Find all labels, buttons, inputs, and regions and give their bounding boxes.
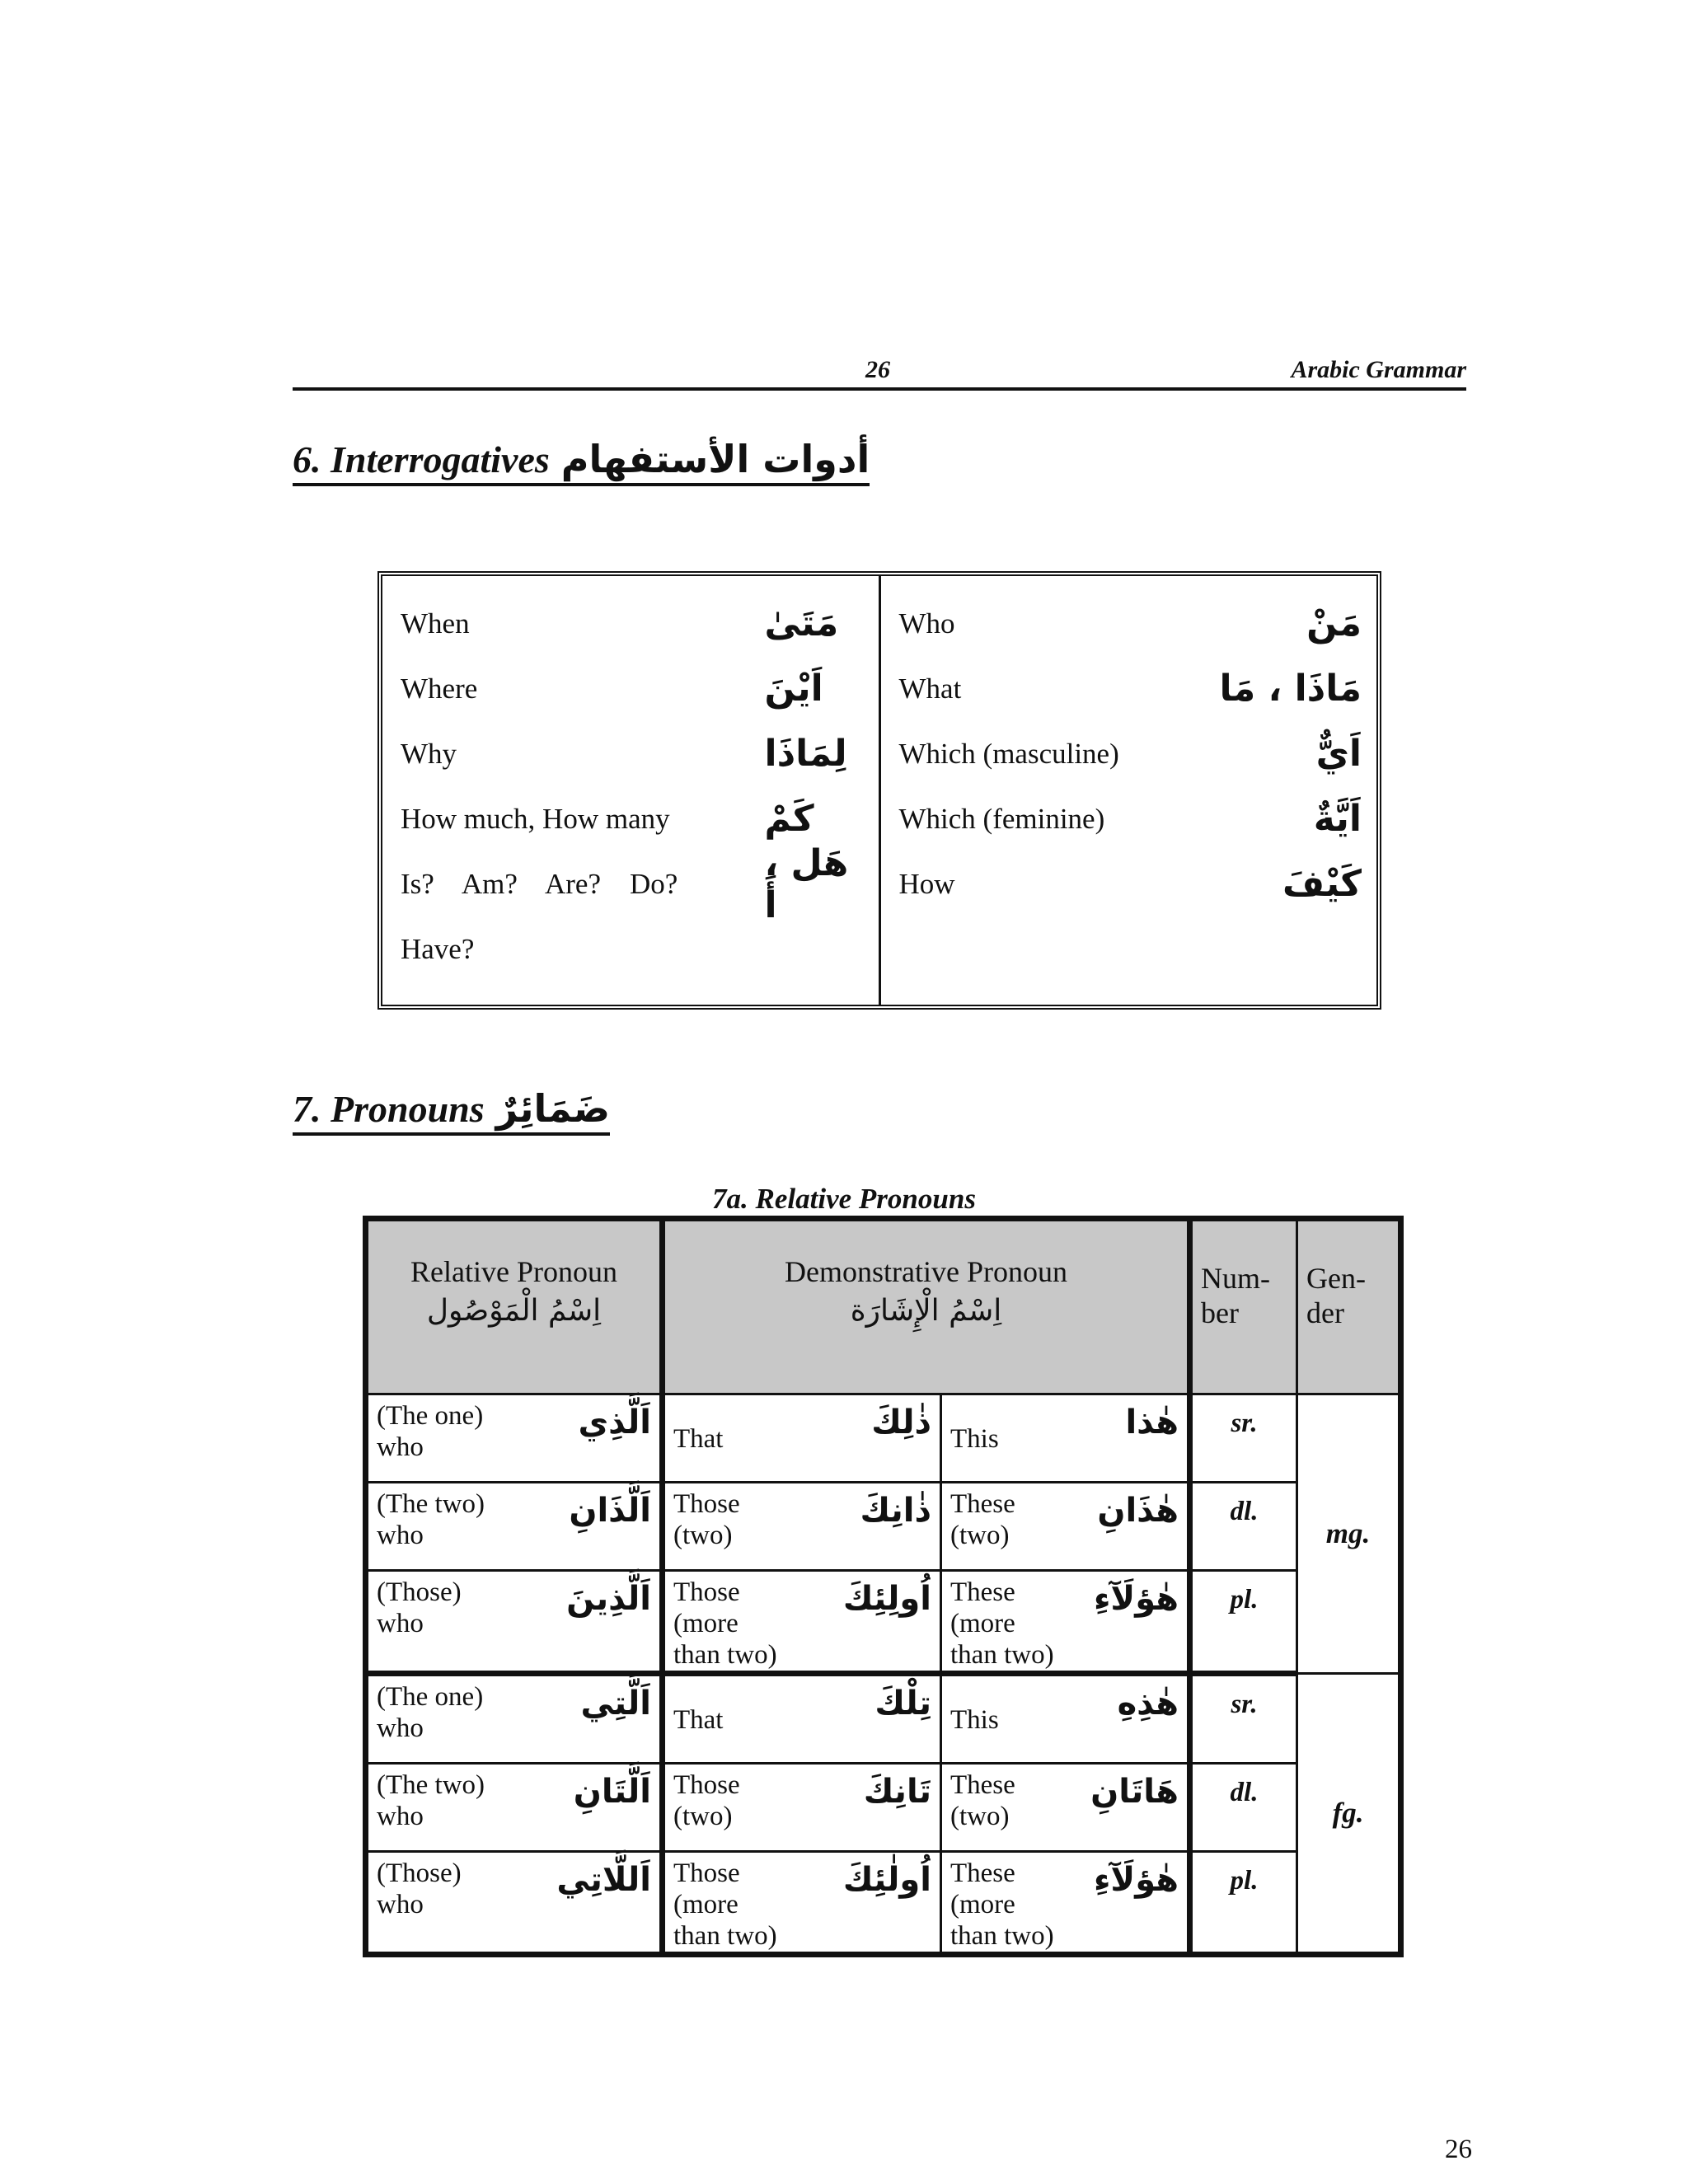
- running-header: [293, 354, 1466, 391]
- header-demonstrative-pronoun: [663, 1219, 1190, 1394]
- that-pronoun-cell: [663, 1571, 941, 1674]
- relative-pronoun-cell-english: (The one) who: [377, 1401, 484, 1462]
- that-pronoun-cell: [663, 1764, 941, 1852]
- header-gender: Gen- der: [1297, 1219, 1401, 1394]
- number-cell: dl.: [1190, 1483, 1297, 1571]
- table-row: [366, 1394, 1401, 1483]
- this-pronoun-cell: [941, 1674, 1190, 1764]
- section-7-title-arabic: ضَمَائِرٌ: [495, 1086, 611, 1131]
- this-pronoun-cell: [941, 1764, 1190, 1852]
- that-pronoun-cell: [663, 1852, 941, 1955]
- interrogative-row: [899, 721, 1362, 786]
- relative-pronoun-cell: [366, 1394, 663, 1483]
- table-row: [366, 1764, 1401, 1852]
- this-pronoun-cell-arabic: هَاتَانِ: [1090, 1773, 1179, 1811]
- that-pronoun-cell: [663, 1674, 941, 1764]
- that-pronoun-cell-arabic: اُولِئِكَ: [842, 1580, 931, 1618]
- that-pronoun-cell-english: That: [673, 1424, 724, 1454]
- relative-pronoun-cell: [366, 1764, 663, 1852]
- interrogative-arabic: اَيَّةٌ: [1313, 798, 1362, 840]
- this-pronoun-cell-arabic: هٰذِهِ: [1117, 1685, 1179, 1722]
- relative-pronoun-cell-arabic: اَلَّذَانِ: [569, 1492, 651, 1530]
- this-pronoun-cell-arabic: هٰذَانِ: [1097, 1492, 1179, 1530]
- interrogative-english: Which (masculine): [898, 737, 1119, 770]
- gender-cell: mg.: [1297, 1394, 1401, 1674]
- header-demonstrative-arabic: اِسْمُ الْإِشَارَة: [850, 1294, 1002, 1328]
- this-pronoun-cell-arabic: هٰؤلَآءِ: [1093, 1861, 1179, 1899]
- interrogative-english: Where: [401, 672, 478, 705]
- interrogative-arabic: كَيْفَ: [1282, 863, 1362, 905]
- that-pronoun-cell-arabic: ذٰلِكَ: [871, 1404, 931, 1441]
- interrogative-row: [401, 591, 864, 656]
- interrogative-row: [899, 591, 1362, 656]
- interrogatives-right-column: [881, 576, 1377, 1005]
- number-cell: sr.: [1190, 1674, 1297, 1764]
- this-pronoun-cell-english: These (two): [950, 1489, 1015, 1550]
- header-page-number: 26: [865, 356, 890, 383]
- section-7-title: 7. Pronouns: [293, 1088, 485, 1130]
- section-7-heading: [293, 1086, 610, 1136]
- interrogative-english: What: [898, 672, 962, 705]
- this-pronoun-cell-english: These (more than two): [950, 1577, 1054, 1670]
- that-pronoun-cell-english: Those (two): [673, 1770, 740, 1831]
- relative-pronouns-caption: 7a. Relative Pronouns: [712, 1183, 976, 1215]
- that-pronoun-cell-arabic: اُولٰئِكَ: [842, 1861, 931, 1899]
- this-pronoun-cell-english: This: [950, 1705, 999, 1735]
- interrogative-row: [899, 851, 1362, 916]
- relative-pronoun-cell-arabic: اَلَّتَانِ: [573, 1773, 651, 1811]
- relative-table-body: [366, 1394, 1401, 1955]
- interrogative-row: [401, 841, 864, 926]
- section-6-title: 6. Interrogatives: [293, 438, 550, 480]
- that-pronoun-cell-arabic: ذٰانِكَ: [860, 1492, 931, 1530]
- interrogative-row: [401, 656, 864, 721]
- number-cell: sr.: [1190, 1394, 1297, 1483]
- relative-pronoun-cell-english: (The two) who: [377, 1489, 485, 1550]
- relative-pronoun-cell-english: (Those) who: [377, 1577, 462, 1638]
- table-row: [366, 1852, 1401, 1955]
- that-pronoun-cell-arabic: تِلْكَ: [874, 1685, 931, 1722]
- relative-pronoun-cell-english: (The one) who: [377, 1682, 484, 1743]
- this-pronoun-cell-english: This: [950, 1424, 999, 1454]
- relative-pronoun-cell-arabic: اَلَّذِي: [578, 1404, 651, 1441]
- interrogative-row: [401, 721, 864, 786]
- interrogatives-box: [377, 571, 1381, 1010]
- relative-pronoun-cell: [366, 1674, 663, 1764]
- relative-pronoun-cell-arabic: اَلَّذِينَ: [566, 1580, 651, 1618]
- this-pronoun-cell: [941, 1394, 1190, 1483]
- section-6-title-arabic: أدوات الأستفهام: [560, 437, 870, 481]
- relative-pronoun-cell: [366, 1852, 663, 1955]
- interrogative-arabic: اَيٌّ: [1315, 733, 1362, 775]
- interrogative-arabic: مَتَىٰ: [764, 602, 839, 644]
- interrogative-arabic: مَاذَا ، مَا: [1219, 668, 1362, 710]
- header-relative-arabic: اِسْمُ الْمَوْصُول: [426, 1294, 602, 1328]
- interrogative-arabic: اَيْنَ: [764, 668, 823, 710]
- that-pronoun-cell-arabic: تَانِكَ: [863, 1773, 931, 1811]
- relative-pronoun-cell-english: (Those) who: [377, 1858, 462, 1919]
- this-pronoun-cell-english: These (more than two): [950, 1858, 1054, 1951]
- relative-pronouns-table: [363, 1216, 1404, 1957]
- interrogative-arabic: كَمْ: [764, 798, 814, 840]
- header-book-title: Arabic Grammar: [1291, 356, 1466, 383]
- interrogative-english: Have?: [401, 932, 475, 965]
- that-pronoun-cell-english: Those (more than two): [673, 1577, 777, 1670]
- this-pronoun-cell: [941, 1483, 1190, 1571]
- interrogatives-left-column: [382, 576, 881, 1005]
- interrogative-english: Which (feminine): [898, 802, 1105, 835]
- gender-cell: fg.: [1297, 1674, 1401, 1955]
- interrogative-english: Is? Am? Are? Do?: [401, 867, 678, 900]
- interrogative-english: How much, How many: [401, 802, 670, 835]
- footer-page-number: 26: [1445, 2135, 1472, 2164]
- header-relative-label: Relative Pronoun: [410, 1255, 617, 1288]
- interrogative-row: [899, 656, 1362, 721]
- number-cell: dl.: [1190, 1764, 1297, 1852]
- that-pronoun-cell: [663, 1483, 941, 1571]
- that-pronoun-cell: [663, 1394, 941, 1483]
- table-row: [366, 1483, 1401, 1571]
- that-pronoun-cell-english: Those (two): [673, 1489, 740, 1550]
- that-pronoun-cell-english: Those (more than two): [673, 1858, 777, 1951]
- interrogative-arabic: هَل ، أَ: [764, 841, 849, 926]
- interrogative-english: When: [401, 607, 470, 640]
- number-cell: pl.: [1190, 1852, 1297, 1955]
- number-cell: pl.: [1190, 1571, 1297, 1674]
- interrogative-english: How: [898, 867, 955, 900]
- relative-pronoun-cell: [366, 1571, 663, 1674]
- section-6-heading: [293, 437, 870, 486]
- table-row: [366, 1674, 1401, 1764]
- table-header-row: [366, 1219, 1401, 1394]
- interrogative-english: Who: [898, 607, 955, 640]
- interrogative-row: [401, 916, 864, 982]
- relative-pronoun-cell-english: (The two) who: [377, 1770, 485, 1831]
- this-pronoun-cell-arabic: هٰذا: [1125, 1404, 1179, 1441]
- relative-pronoun-cell-arabic: اَلَّتِي: [580, 1685, 651, 1722]
- this-pronoun-cell: [941, 1571, 1190, 1674]
- interrogative-row: [899, 786, 1362, 851]
- interrogative-english: Why: [401, 737, 457, 770]
- header-number: Num- ber: [1190, 1219, 1297, 1394]
- header-demonstrative-label: Demonstrative Pronoun: [785, 1255, 1067, 1288]
- header-relative-pronoun: [366, 1219, 663, 1394]
- this-pronoun-cell-arabic: هٰؤلَآءِ: [1093, 1580, 1179, 1618]
- table-row: [366, 1571, 1401, 1674]
- relative-pronoun-cell-arabic: اَللَّاتِي: [556, 1861, 651, 1899]
- relative-pronoun-cell: [366, 1483, 663, 1571]
- this-pronoun-cell: [941, 1852, 1190, 1955]
- interrogative-arabic: لِمَاذَا: [764, 733, 847, 775]
- this-pronoun-cell-english: These (two): [950, 1770, 1015, 1831]
- interrogative-arabic: مَنْ: [1306, 602, 1362, 644]
- that-pronoun-cell-english: That: [673, 1705, 724, 1735]
